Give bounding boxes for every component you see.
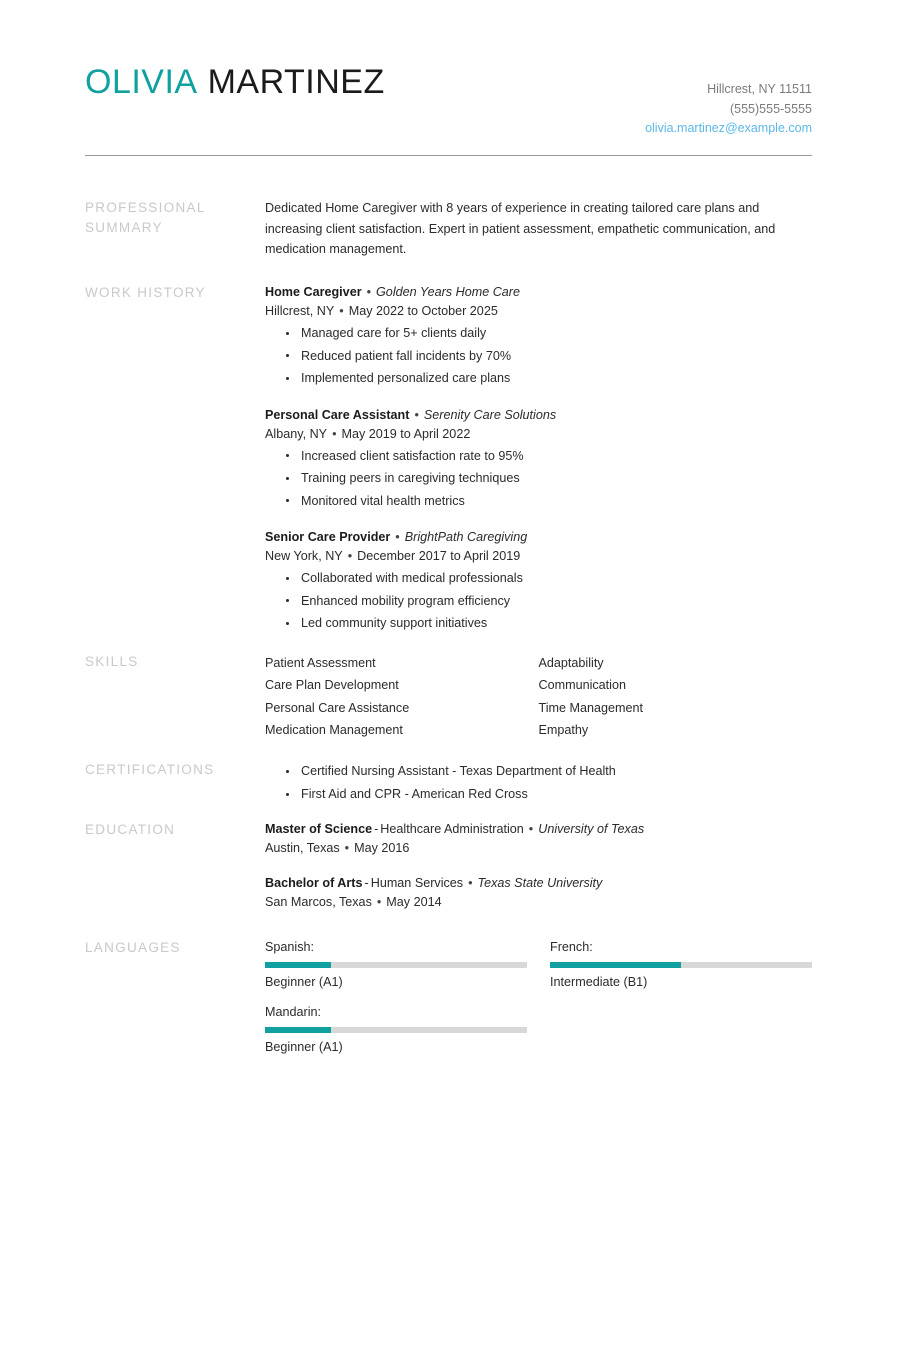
separator-dot: •	[332, 426, 337, 441]
skill-item: Time Management	[538, 700, 644, 715]
work-entry-title: Personal Care Assistant	[265, 407, 410, 422]
separator-dash: -	[364, 876, 369, 890]
contact-email-link[interactable]: olivia.martinez@example.com	[645, 121, 812, 135]
language-level: Intermediate (B1)	[550, 975, 648, 989]
language-item	[265, 1003, 527, 1057]
work-entry-company: Serenity Care Solutions	[423, 407, 557, 422]
contact-location: Hillcrest, NY 11511	[707, 82, 812, 96]
work-bullet: Reduced patient fall incidents by 70%	[265, 345, 812, 368]
work-bullet: Enhanced mobility program efficiency	[265, 590, 812, 613]
languages-body	[265, 938, 812, 1068]
work-bullet: Implemented personalized care plans	[265, 367, 812, 390]
education-location: San Marcos, Texas	[265, 895, 372, 909]
education-school: University of Texas	[538, 822, 645, 836]
skill-item: Communication	[538, 678, 626, 693]
section-label-summary: PROFESSIONAL SUMMARY	[85, 200, 206, 235]
skill-item: Personal Care Assistance	[265, 700, 410, 715]
skill-item: Empathy	[538, 723, 589, 738]
work-history-body	[265, 283, 812, 635]
education-entry-heading	[265, 820, 812, 839]
work-entry-heading	[265, 283, 812, 302]
work-bullet: Managed care for 5+ clients daily	[265, 322, 812, 345]
separator-dot: •	[339, 304, 344, 318]
education-field: Human Services	[370, 876, 464, 890]
section-label-certifications: CERTIFICATIONS	[85, 762, 215, 777]
contact-phone: (555)555-5555	[729, 101, 812, 116]
candidate-name	[85, 62, 385, 102]
header-divider	[85, 155, 812, 156]
work-entry-title: Home Caregiver	[265, 285, 362, 299]
work-entry-bullets	[265, 322, 812, 390]
work-entry-heading	[265, 406, 812, 425]
education-body	[265, 820, 812, 912]
work-entry-meta	[265, 547, 812, 566]
work-entry	[265, 528, 812, 635]
work-entry-heading	[265, 528, 812, 547]
section-label-languages: LANGUAGES	[85, 940, 181, 955]
language-name: Spanish:	[265, 940, 315, 954]
language-item	[265, 938, 527, 992]
work-entry	[265, 283, 812, 390]
work-bullet: Increased client satisfaction rate to 95%	[265, 445, 812, 468]
separator-dot: •	[468, 876, 473, 890]
skills-column-right	[539, 652, 813, 742]
work-entry-company: BrightPath Caregiving	[404, 530, 528, 544]
language-proficiency-bar	[265, 962, 527, 968]
work-entry	[265, 406, 812, 513]
first-name: OLIVIA	[85, 63, 198, 101]
work-entry-meta	[265, 425, 812, 444]
work-entry-dates: May 2019 to April 2022	[341, 426, 471, 441]
skills-body	[265, 652, 812, 742]
work-bullet: Collaborated with medical professionals	[265, 567, 812, 590]
separator-dot: •	[366, 285, 372, 299]
contact-block	[645, 80, 812, 139]
separator-dot: •	[344, 841, 350, 855]
skill-item: Medication Management	[265, 723, 403, 738]
language-level: Beginner (A1)	[265, 1040, 343, 1054]
last-name: MARTINEZ	[207, 63, 385, 101]
education-degree: Bachelor of Arts	[265, 876, 363, 890]
education-school: Texas State University	[477, 876, 603, 890]
separator-dot: •	[376, 895, 382, 909]
language-proficiency-fill	[265, 1027, 331, 1033]
separator-dot: •	[347, 549, 353, 563]
language-proficiency-fill	[550, 962, 681, 968]
separator-dot: •	[414, 407, 419, 422]
language-proficiency-fill	[265, 962, 331, 968]
separator-dash: -	[374, 822, 379, 836]
work-entry-meta	[265, 302, 812, 321]
work-entry-title: Senior Care Provider	[265, 530, 391, 544]
section-label-skills: SKILLS	[85, 654, 139, 669]
language-name: French:	[550, 940, 593, 954]
summary-text: Dedicated Home Caregiver with 8 years of experience in creating tailored care plans and increasing client satisfaction. Expert in patient assessment, empathetic communication, and medication management.	[265, 201, 776, 256]
language-proficiency-bar	[550, 962, 812, 968]
work-entry-location: New York, NY	[265, 549, 343, 563]
education-entry-heading	[265, 874, 812, 893]
work-bullet: Training peers in caregiving techniques	[265, 467, 812, 490]
education-entry-meta	[265, 839, 812, 858]
separator-dot: •	[395, 530, 400, 544]
education-entry	[265, 874, 812, 912]
resume-header	[85, 62, 812, 148]
work-entry-company: Golden Years Home Care	[376, 285, 520, 299]
certifications-body	[265, 760, 812, 806]
skill-item: Patient Assessment	[265, 656, 376, 670]
certification-list	[265, 760, 812, 806]
certification-item: First Aid and CPR - American Red Cross	[265, 783, 812, 806]
work-entry-dates: December 2017 to April 2019	[357, 549, 521, 563]
language-level: Beginner (A1)	[265, 975, 343, 989]
work-bullet: Monitored vital health metrics	[265, 490, 812, 513]
language-name: Mandarin:	[265, 1005, 322, 1019]
education-field: Healthcare Administration	[380, 822, 524, 836]
language-proficiency-bar	[265, 1027, 527, 1033]
section-label-work-history: WORK HISTORY	[85, 285, 206, 300]
education-date: May 2014	[386, 895, 442, 909]
skill-item: Adaptability	[538, 656, 604, 670]
language-item	[550, 938, 812, 992]
work-entry-location: Hillcrest, NY	[265, 304, 335, 318]
work-bullet: Led community support initiatives	[265, 612, 812, 635]
education-entry-meta	[265, 893, 812, 912]
education-entry	[265, 820, 812, 858]
section-label-education: EDUCATION	[85, 822, 176, 837]
education-degree: Master of Science	[265, 822, 373, 836]
education-location: Austin, Texas	[265, 841, 340, 855]
skill-item: Care Plan Development	[265, 678, 399, 693]
work-entry-location: Albany, NY	[265, 426, 328, 441]
skills-column-left	[265, 652, 539, 742]
summary-body	[265, 198, 812, 260]
work-entry-bullets	[265, 567, 812, 635]
education-date: May 2016	[354, 841, 410, 855]
certification-item: Certified Nursing Assistant - Texas Department of Health	[265, 760, 812, 783]
work-entry-dates: May 2022 to October 2025	[348, 304, 498, 318]
work-entry-bullets	[265, 445, 812, 513]
separator-dot: •	[528, 822, 534, 836]
